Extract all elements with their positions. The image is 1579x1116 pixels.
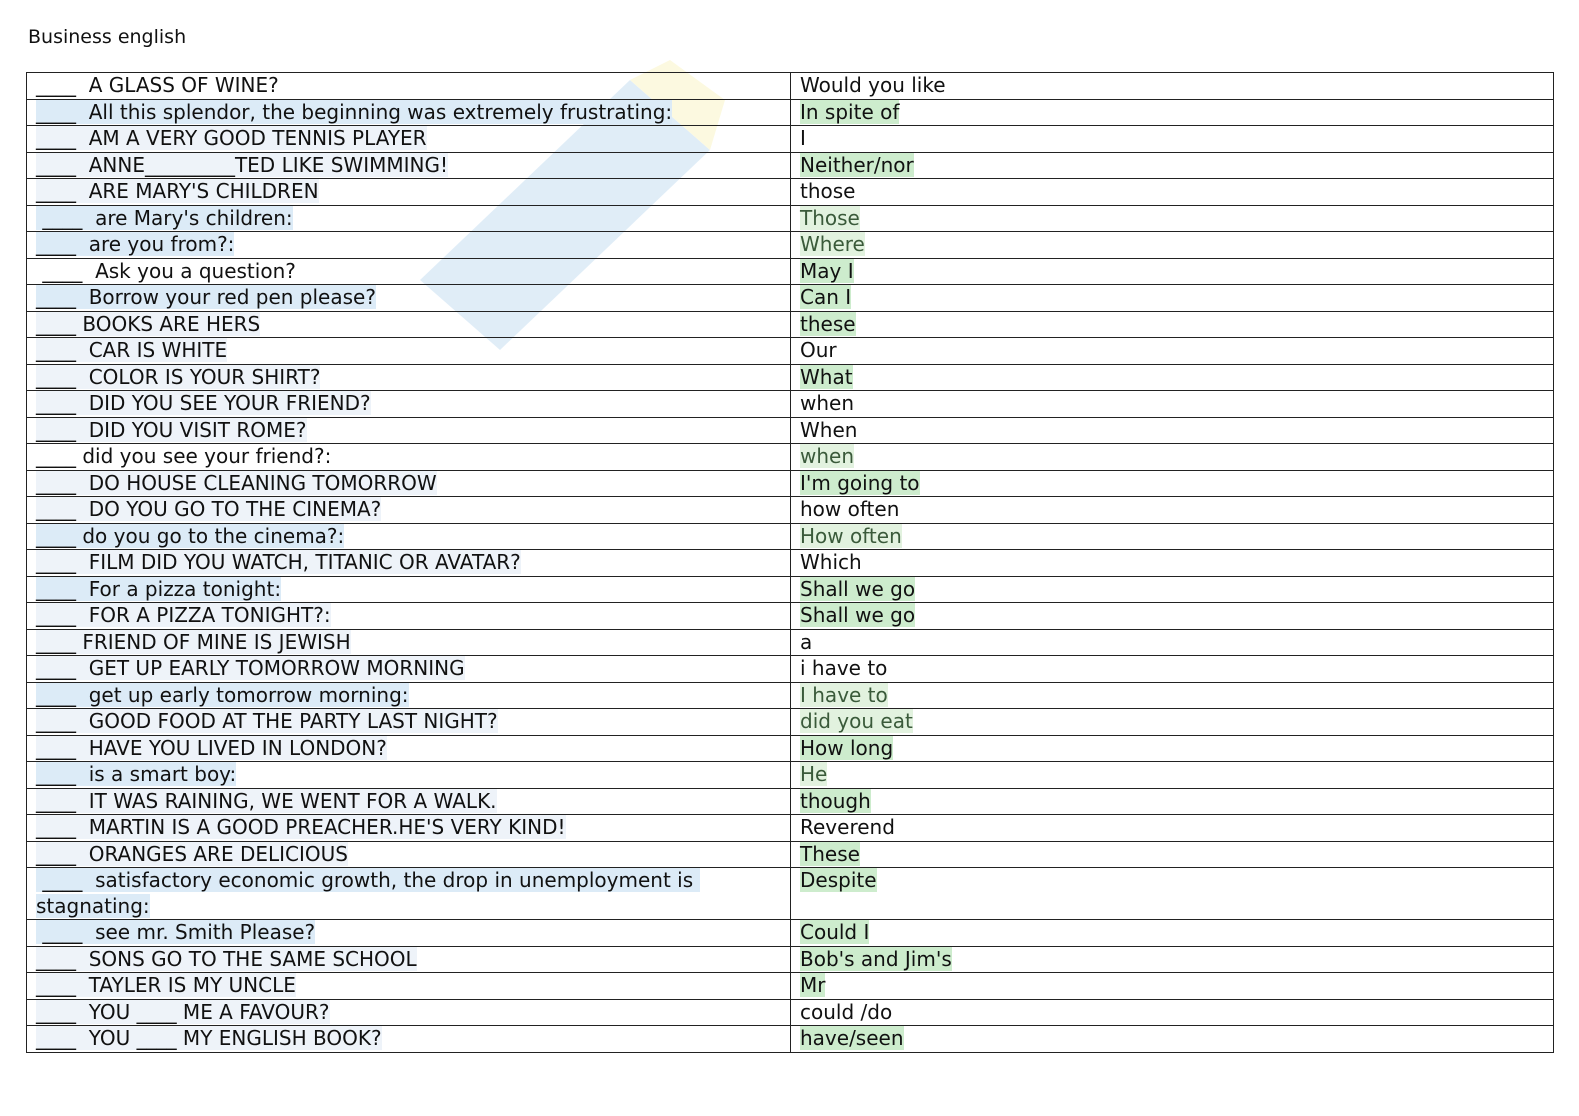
answer-text: Which [800, 550, 862, 574]
question-text: ____ is a smart boy: [36, 762, 237, 786]
question-text: ____ FOR A PIZZA TONIGHT?: [36, 603, 331, 627]
table-row [27, 656, 1554, 683]
table-row [27, 258, 1554, 285]
answer-text: Shall we go [800, 576, 916, 601]
question-text: ____ DO HOUSE CLEANING TOMORROW [36, 470, 437, 495]
table-row [27, 709, 1554, 736]
question-cell [27, 258, 791, 285]
table-row [27, 788, 1554, 815]
question-cell [27, 920, 791, 947]
table-row [27, 152, 1554, 179]
table-row [27, 1026, 1554, 1053]
answer-cell [791, 497, 1554, 524]
answer-cell [791, 656, 1554, 683]
answer-text: i have to [800, 656, 888, 680]
answer-cell [791, 444, 1554, 471]
table-row [27, 762, 1554, 789]
table-row [27, 391, 1554, 418]
table-row [27, 285, 1554, 312]
table-row [27, 735, 1554, 762]
document-title: Business english [28, 26, 187, 48]
question-cell [27, 946, 791, 973]
answer-text: In spite of [800, 99, 900, 124]
answer-cell [791, 126, 1554, 153]
answer-cell [791, 629, 1554, 656]
answer-cell [791, 788, 1554, 815]
question-text: ____ TAYLER IS MY UNCLE [36, 973, 296, 997]
answer-text: Mr [800, 973, 826, 997]
answer-cell [791, 523, 1554, 550]
question-text: ____ satisfactory economic growth, the drop in unemployment is stagnating: [36, 868, 700, 918]
question-cell [27, 497, 791, 524]
question-text: ____ FRIEND OF MINE IS JEWISH [36, 629, 351, 654]
question-text: ____ Ask you a question? [36, 258, 296, 283]
table-row [27, 920, 1554, 947]
question-text: ____ DO YOU GO TO THE CINEMA? [36, 497, 382, 521]
question-cell [27, 364, 791, 391]
table-row [27, 946, 1554, 973]
question-cell [27, 391, 791, 418]
table-row [27, 444, 1554, 471]
qa-table [26, 72, 1554, 1053]
question-cell [27, 311, 791, 338]
question-cell [27, 152, 791, 179]
table-row [27, 205, 1554, 232]
answer-cell [791, 682, 1554, 709]
answer-text: I [800, 126, 806, 150]
table-row [27, 550, 1554, 577]
answer-cell [791, 999, 1554, 1026]
answer-cell [791, 311, 1554, 338]
answer-text: did you eat [800, 709, 913, 733]
question-text: ____ GET UP EARLY TOMORROW MORNING [36, 656, 465, 680]
question-text: ____ DID YOU VISIT ROME? [36, 417, 307, 442]
answer-text: a [800, 629, 813, 654]
answer-text: Shall we go [800, 603, 916, 627]
answer-text: Our [800, 338, 837, 362]
answer-cell [791, 815, 1554, 842]
answer-text: Bob's and Jim's [800, 946, 952, 971]
answer-cell [791, 99, 1554, 126]
question-text: ____ YOU ____ ME A FAVOUR? [36, 999, 330, 1024]
answer-cell [791, 550, 1554, 577]
answer-text: May I [800, 258, 854, 283]
answer-cell [791, 709, 1554, 736]
question-cell [27, 179, 791, 206]
question-cell [27, 99, 791, 126]
table-row [27, 603, 1554, 630]
question-text: ____ DID YOU SEE YOUR FRIEND? [36, 391, 371, 415]
question-text: ____ AM A VERY GOOD TENNIS PLAYER [36, 126, 427, 150]
answer-cell [791, 364, 1554, 391]
answer-text: Neither/nor [800, 152, 914, 177]
question-cell [27, 470, 791, 497]
answer-cell [791, 338, 1554, 365]
question-text: ____ CAR IS WHITE [36, 338, 228, 362]
answer-text: Those [800, 205, 860, 230]
answer-text: how often [800, 497, 900, 521]
answer-text: Would you like [800, 73, 946, 97]
question-text: ____ YOU ____ MY ENGLISH BOOK? [36, 1026, 382, 1050]
table-row [27, 232, 1554, 259]
answer-cell [791, 179, 1554, 206]
question-text: ____ COLOR IS YOUR SHIRT? [36, 364, 321, 389]
answer-text: Where [800, 232, 865, 256]
question-text: ____ FILM DID YOU WATCH, TITANIC OR AVATAR? [36, 550, 521, 574]
answer-text: These [800, 841, 860, 866]
answer-cell [791, 603, 1554, 630]
answer-text: I'm going to [800, 470, 920, 495]
question-text: ____ All this splendor, the beginning was extremely frustrating: [36, 99, 673, 124]
table-row [27, 417, 1554, 444]
question-cell [27, 656, 791, 683]
question-cell [27, 523, 791, 550]
question-cell [27, 550, 791, 577]
answer-cell [791, 258, 1554, 285]
question-cell [27, 576, 791, 603]
question-text: ____ ARE MARY'S CHILDREN [36, 179, 319, 203]
answer-text: have/seen [800, 1026, 904, 1050]
answer-cell [791, 470, 1554, 497]
answer-text: those [800, 179, 856, 203]
question-text: ____ ANNE_________TED LIKE SWIMMING! [36, 152, 448, 177]
answer-cell [791, 285, 1554, 312]
answer-text: How long [800, 735, 894, 760]
question-text: ____ do you go to the cinema?: [36, 523, 345, 548]
question-text: ____ are you from?: [36, 232, 235, 256]
question-text: ____ did you see your friend?: [36, 444, 332, 468]
table-row [27, 126, 1554, 153]
question-cell [27, 1026, 791, 1053]
answer-cell [791, 973, 1554, 1000]
answer-text: What [800, 364, 853, 389]
answer-cell [791, 762, 1554, 789]
question-text: ____ HAVE YOU LIVED IN LONDON? [36, 735, 387, 760]
question-text: ____ A GLASS OF WINE? [36, 73, 279, 97]
question-cell [27, 629, 791, 656]
table-row [27, 179, 1554, 206]
table-row [27, 470, 1554, 497]
answer-cell [791, 841, 1554, 868]
question-cell [27, 868, 791, 920]
table-row [27, 311, 1554, 338]
table-row [27, 629, 1554, 656]
question-text: ____ see mr. Smith Please? [36, 920, 316, 944]
question-text: ____ get up early tomorrow morning: [36, 682, 409, 707]
question-cell [27, 841, 791, 868]
table-row [27, 99, 1554, 126]
answer-cell [791, 391, 1554, 418]
answer-cell [791, 920, 1554, 947]
answer-cell [791, 205, 1554, 232]
table-row [27, 497, 1554, 524]
question-cell [27, 126, 791, 153]
answer-text: when [800, 391, 855, 415]
table-row [27, 841, 1554, 868]
answer-text: When [800, 417, 858, 442]
answer-text: Reverend [800, 815, 895, 839]
question-cell [27, 205, 791, 232]
question-cell [27, 603, 791, 630]
answer-text: when [800, 444, 855, 468]
answer-cell [791, 152, 1554, 179]
question-cell [27, 735, 791, 762]
question-text: ____ Borrow your red pen please? [36, 285, 376, 309]
question-cell [27, 682, 791, 709]
table-row [27, 364, 1554, 391]
question-text: ____ ORANGES ARE DELICIOUS [36, 841, 348, 866]
question-cell [27, 338, 791, 365]
table-row [27, 868, 1554, 920]
answer-cell [791, 576, 1554, 603]
answer-text: Can I [800, 285, 852, 309]
answer-text: Could I [800, 920, 870, 944]
table-row [27, 73, 1554, 100]
question-text: ____ For a pizza tonight: [36, 576, 282, 601]
answer-text: these [800, 311, 856, 336]
question-text: ____ GOOD FOOD AT THE PARTY LAST NIGHT? [36, 709, 498, 733]
answer-text: How often [800, 523, 902, 548]
answer-cell [791, 1026, 1554, 1053]
answer-text: though [800, 788, 871, 813]
table-row [27, 338, 1554, 365]
table-row [27, 815, 1554, 842]
question-cell [27, 815, 791, 842]
answer-cell [791, 73, 1554, 100]
question-text: ____ are Mary's children: [36, 205, 293, 230]
answer-text: could /do [800, 999, 893, 1024]
answer-text: He [800, 762, 828, 786]
answer-cell [791, 232, 1554, 259]
answer-text: Despite [800, 868, 877, 892]
question-cell [27, 417, 791, 444]
question-cell [27, 232, 791, 259]
question-text: ____ SONS GO TO THE SAME SCHOOL [36, 946, 417, 971]
table-row [27, 523, 1554, 550]
question-text: ____ BOOKS ARE HERS [36, 311, 261, 336]
question-cell [27, 762, 791, 789]
table-row [27, 973, 1554, 1000]
question-text: ____ IT WAS RAINING, WE WENT FOR A WALK. [36, 788, 497, 813]
table-row [27, 682, 1554, 709]
question-cell [27, 73, 791, 100]
answer-cell [791, 735, 1554, 762]
question-cell [27, 285, 791, 312]
question-cell [27, 788, 791, 815]
table-row [27, 576, 1554, 603]
answer-text: I have to [800, 682, 888, 707]
question-text: ____ MARTIN IS A GOOD PREACHER.HE'S VERY KIND! [36, 815, 566, 839]
answer-cell [791, 946, 1554, 973]
question-cell [27, 973, 791, 1000]
question-cell [27, 999, 791, 1026]
question-cell [27, 709, 791, 736]
table-row [27, 999, 1554, 1026]
answer-cell [791, 868, 1554, 920]
question-cell [27, 444, 791, 471]
answer-cell [791, 417, 1554, 444]
